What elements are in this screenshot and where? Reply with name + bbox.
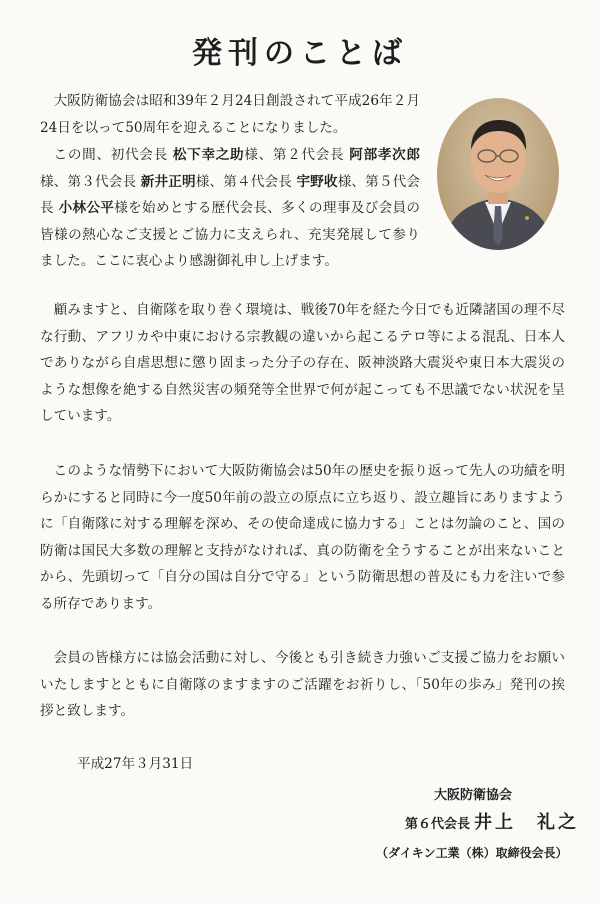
portrait-photo <box>437 98 559 250</box>
name-fourth-president: 宇野收 <box>296 173 338 190</box>
text-run: 様、第５代会長 <box>40 173 421 216</box>
paragraph-past-presidents <box>40 142 420 275</box>
page-title: 発刊のことば <box>192 36 408 71</box>
paragraph-mission: このような情勢下において大阪防衛協会は50年の歴史を振り返って先人の功績を明らかにすると同時に今一度50年前の設立の原点に立ち返り、設立趣旨にありますように「自衛隊に対する理解を深め、その使命達成に協力する」ことは勿論のこと、国の防衛は国民大多数の理解と支持がなければ、真の防衛を全うすることが出来ないことから、先頭切って「自分の国は自分で守る」という防衛思想の普及にも力を注いで参る所存であります。 <box>40 463 565 612</box>
signature-company: （ダイキン工業（株）取締役会長） <box>376 846 568 860</box>
paragraph-anniversary: 大阪防衛協会は昭和39年２月24日創設されて平成26年２月24日を以って50周年を迎えることになりました。 <box>40 93 420 136</box>
signature-organization: 大阪防衛協会 <box>434 788 513 803</box>
text-run: 様、第３代会長 <box>40 173 141 190</box>
person-portrait-image <box>437 98 559 250</box>
signature-line <box>405 808 579 834</box>
paragraph-environment: 顧みますと、自衛隊を取り巻く環境は、戦後70年を経た今日でも近隣諸国の理不尽な行動、アフリカや中東における宗教観の違いから起こるテロ等による混乱、日本人でありながら自虐思想に懲り固まった分子の存在、阪神淡路大震災や東日本大震災のような想像を絶する自然災害の頻発等全世界で何が起こっても不思議でない状況を呈しています。 <box>40 302 565 424</box>
text-run: この間、初代会長 <box>53 147 173 163</box>
name-second-president: 阿部孝次郎 <box>349 147 421 163</box>
name-fifth-president: 小林公平 <box>58 200 115 216</box>
signature-position: 第６代会長 <box>405 817 471 832</box>
text-run: 様を始めとする歴代会長、多くの理事及び会員の皆様の熱心なご支援とご協力に支えられ、充実発展して参りました。ここに衷心より感謝御礼申し上げます。 <box>40 200 421 269</box>
signature-name: 井上 礼之 <box>474 812 580 833</box>
text-run: 様、第２代会長 <box>244 147 350 163</box>
text-run: 様、第４代会長 <box>195 173 297 190</box>
name-first-president: 松下幸之助 <box>172 147 245 163</box>
paragraph-closing: 会員の皆様方には協会活動に対し、今後とも引き続き力強いご支援ご協力をお願いいたしますとともに自衛隊のますますのご活躍をお祈りし、「50年の歩み」発刊の挨拶と致します。 <box>40 650 565 719</box>
issue-date: 平成27年３月31日 <box>77 756 194 772</box>
name-third-president: 新井正明 <box>140 173 196 190</box>
